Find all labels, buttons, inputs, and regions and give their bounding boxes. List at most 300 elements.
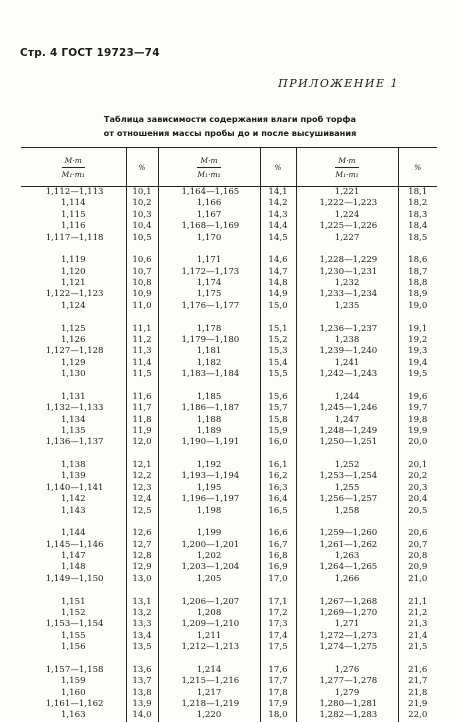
table-cell: 16,5: [268, 505, 288, 516]
table-cell: 18,3: [408, 209, 428, 220]
table-cell: 1,230—1,231: [316, 266, 378, 277]
table-cell: 15,2: [268, 334, 288, 345]
table-cell: 1,250—1,251: [316, 437, 378, 448]
table-cell: 1,277—1,278: [316, 676, 378, 687]
table-cell: 11,3: [132, 346, 152, 357]
table-cell: 14,8: [268, 278, 288, 288]
table-cell: 12,6: [132, 528, 152, 539]
table-cell: 1,130: [60, 369, 86, 379]
ratio-column-1: [21, 187, 126, 722]
table-cell: 1,215—1,216: [178, 676, 240, 687]
table-cell: 14,9: [268, 289, 288, 300]
table-cell: 1,182: [196, 357, 222, 368]
table-cell: 1,124: [60, 300, 86, 311]
group-spacer: [21, 312, 126, 323]
table-cell: 15,0: [268, 300, 288, 311]
table-cell: 10,2: [132, 198, 152, 209]
group-spacer: [297, 380, 398, 391]
table-cell: 1,176—1,177: [178, 300, 240, 311]
table-cell: 17,5: [268, 642, 288, 652]
table-cell: 1,120: [60, 266, 86, 277]
table-cell: 1,224: [334, 209, 360, 220]
table-cell: 1,276: [334, 664, 360, 675]
table-cell: 1,172—1,173: [178, 266, 240, 277]
group-spacer: [399, 312, 438, 323]
table-cell: 14,3: [268, 209, 288, 220]
table-cell: 16,4: [268, 494, 288, 505]
table-cell: 17,6: [268, 664, 288, 675]
table-cell: 1,199: [196, 528, 222, 539]
table-cell: 13,0: [132, 573, 152, 584]
table-cell: 1,245—1,246: [316, 403, 378, 414]
table-cell: 1,193—1,194: [178, 471, 240, 482]
ratio-column-3: [296, 187, 398, 722]
group-spacer: [399, 517, 438, 528]
group-spacer: [261, 449, 296, 460]
table-cell: 21,2: [408, 607, 428, 618]
table-cell: 1,175: [196, 289, 222, 300]
table-cell: 19,2: [408, 334, 428, 345]
table-cell: 1,238: [334, 334, 360, 345]
group-spacer: [261, 517, 296, 528]
table-cell: 1,256—1,257: [316, 494, 378, 505]
table-cell: 1,132—1,133: [42, 403, 104, 414]
table-cell: 1,227: [334, 232, 360, 243]
table-cell: 15,3: [268, 346, 288, 357]
table-cell: 1,244: [334, 391, 360, 402]
table-cell: 1,253—1,254: [316, 471, 378, 482]
table-cell: 21,3: [408, 619, 428, 630]
table-cell: 19,1: [408, 323, 428, 334]
ratio-denominator: M₁·m₁: [61, 169, 85, 179]
group-spacer: [261, 380, 296, 391]
table-cell: 11,5: [132, 369, 152, 379]
ratio-denominator: M₁·m₁: [335, 169, 359, 179]
group-spacer: [297, 312, 398, 323]
table-cell: 1,135: [60, 425, 86, 436]
page-header: Стр. 4 ГОСТ 19723—74: [20, 47, 160, 59]
table-cell: 21,8: [408, 687, 428, 698]
group-spacer: [159, 380, 260, 391]
table-cell: 20,3: [408, 482, 428, 493]
table-cell: 17,9: [268, 698, 288, 709]
table-cell: 10,9: [132, 289, 152, 300]
table-cell: 1,209—1,210: [178, 619, 240, 630]
table-cell: 1,220: [196, 710, 222, 721]
table-cell: 1,174: [196, 278, 222, 288]
table-cell: 11,7: [132, 403, 152, 414]
table-cell: 1,263: [334, 551, 360, 561]
table-cell: 1,190—1,191: [178, 437, 240, 448]
group-spacer: [159, 585, 260, 596]
table-cell: 1,142: [60, 494, 86, 505]
group-spacer: [297, 449, 398, 460]
table-cell: 1,221: [334, 187, 360, 197]
table-cell: 1,274—1,275: [316, 642, 378, 652]
table-cell: 14,0: [132, 710, 152, 721]
table-cell: 12,1: [132, 460, 152, 470]
group-spacer: [399, 380, 438, 391]
table-cell: 13,4: [132, 630, 152, 641]
table-cell: 16,8: [268, 551, 288, 561]
percent-column-2: [260, 187, 296, 722]
table-cell: 12,5: [132, 505, 152, 516]
table-cell: 18,6: [408, 255, 428, 266]
table-cell: 1,236—1,237: [316, 323, 378, 334]
group-spacer: [297, 244, 398, 255]
table-cell: 1,271: [334, 619, 360, 630]
table-cell: 15,9: [268, 425, 288, 436]
table-cell: 17,0: [268, 573, 288, 584]
table-cell: 1,125: [60, 323, 86, 334]
table-cell: 1,264—1,265: [316, 562, 378, 573]
table-cell: 1,144: [60, 528, 86, 539]
group-spacer: [399, 449, 438, 460]
percent-header-1: %: [126, 148, 158, 187]
table-cell: 1,282—1,283: [316, 710, 378, 721]
table-cell: 16,6: [268, 528, 288, 539]
table-cell: 1,127—1,128: [42, 346, 104, 357]
table-cell: 11,6: [132, 391, 152, 402]
table-cell: 12,0: [132, 437, 152, 448]
ratio-numerator: M·m: [335, 155, 358, 168]
table-cell: 16,9: [268, 562, 288, 573]
table-cell: 12,8: [132, 551, 152, 561]
group-spacer: [21, 380, 126, 391]
table-cell: 11,8: [132, 414, 152, 425]
table-cell: 1,218—1,219: [178, 698, 240, 709]
table-cell: 15,6: [268, 391, 288, 402]
table-cell: 19,0: [408, 300, 428, 311]
table-cell: 17,4: [268, 630, 288, 641]
table-cell: 1,116: [60, 221, 86, 232]
table-cell: 1,122—1,123: [42, 289, 104, 300]
table-cell: 1,164—1,165: [178, 187, 240, 197]
table-cell: 18,7: [408, 266, 428, 277]
table-cell: 1,121: [60, 278, 86, 288]
table-cell: 16,0: [268, 437, 288, 448]
table-cell: 1,188: [196, 414, 222, 425]
moisture-table: [21, 147, 437, 722]
table-cell: 1,203—1,204: [178, 562, 240, 573]
table-cell: 1,159: [60, 676, 86, 687]
table-cell: 1,140—1,141: [42, 482, 104, 493]
table-cell: 1,145—1,146: [42, 539, 104, 550]
table-cell: 1,247: [334, 414, 360, 425]
table-cell: 15,1: [268, 323, 288, 334]
table-cell: 1,252: [334, 460, 360, 470]
group-spacer: [127, 449, 158, 460]
table-cell: 19,3: [408, 346, 428, 357]
group-spacer: [159, 312, 260, 323]
ratio-column-2: [158, 187, 260, 722]
table-cell: 1,205: [196, 573, 222, 584]
group-spacer: [21, 585, 126, 596]
table-cell: 1,212—1,213: [178, 642, 240, 652]
table-cell: 18,8: [408, 278, 428, 288]
table-cell: 1,200—1,201: [178, 539, 240, 550]
group-spacer: [297, 653, 398, 664]
table-cell: 13,3: [132, 619, 152, 630]
table-cell: 19,9: [408, 425, 428, 436]
group-spacer: [127, 653, 158, 664]
table-cell: 1,267—1,268: [316, 596, 378, 607]
table-cell: 1,195: [196, 482, 222, 493]
table-cell: 17,3: [268, 619, 288, 630]
table-cell: 1,214: [196, 664, 222, 675]
group-spacer: [21, 244, 126, 255]
table-cell: 1,157—1,158: [42, 664, 104, 675]
group-spacer: [21, 517, 126, 528]
table-cell: 1,167: [196, 209, 222, 220]
ratio-header-3: [296, 148, 398, 187]
table-cell: 21,4: [408, 630, 428, 641]
table-cell: 1,183—1,184: [178, 369, 240, 379]
table-cell: 13,1: [132, 596, 152, 607]
table-cell: 12,4: [132, 494, 152, 505]
table-cell: 1,134: [60, 414, 86, 425]
group-spacer: [127, 517, 158, 528]
table-cell: 13,7: [132, 676, 152, 687]
table-cell: 10,8: [132, 278, 152, 288]
table-cell: 17,8: [268, 687, 288, 698]
table-cell: 1,131: [60, 391, 86, 402]
table-cell: 19,7: [408, 403, 428, 414]
table-cell: 1,258: [334, 505, 360, 516]
table-cell: 1,147: [60, 551, 86, 561]
group-spacer: [127, 585, 158, 596]
table-cell: 1,151: [60, 596, 86, 607]
group-spacer: [21, 653, 126, 664]
group-spacer: [261, 585, 296, 596]
table-cell: 1,160: [60, 687, 86, 698]
table-cell: 1,149—1,150: [42, 573, 104, 584]
appendix-title: ПРИЛОЖЕНИЕ 1: [278, 77, 399, 90]
group-spacer: [297, 517, 398, 528]
percent-header-2: %: [260, 148, 296, 187]
table-cell: 12,7: [132, 539, 152, 550]
table-cell: 18,2: [408, 198, 428, 209]
table-cell: 1,279: [334, 687, 360, 698]
table-cell: 1,206—1,207: [178, 596, 240, 607]
table-cell: 1,163: [60, 710, 86, 721]
group-spacer: [159, 449, 260, 460]
table-cell: 1,211: [196, 630, 222, 641]
table-cell: 1,242—1,243: [316, 369, 378, 379]
table-cell: 10,1: [132, 187, 152, 197]
table-cell: 19,5: [408, 369, 428, 379]
table-cell: 15,7: [268, 403, 288, 414]
table-cell: 18,9: [408, 289, 428, 300]
table-cell: 1,170: [196, 232, 222, 243]
table-cell: 18,0: [268, 710, 288, 721]
table-cell: 11,4: [132, 357, 152, 368]
table-cell: 1,272—1,273: [316, 630, 378, 641]
table-cell: 1,179—1,180: [178, 334, 240, 345]
table-cell: 1,186—1,187: [178, 403, 240, 414]
ratio-header-1: [21, 148, 126, 187]
group-spacer: [261, 653, 296, 664]
table-cell: 1,171: [196, 255, 222, 266]
table-cell: 21,9: [408, 698, 428, 709]
table-cell: 11,1: [132, 323, 152, 334]
table-cell: 10,3: [132, 209, 152, 220]
table-header-row: [21, 148, 437, 187]
table-cell: 12,2: [132, 471, 152, 482]
table-cell: 14,2: [268, 198, 288, 209]
table-cell: 1,269—1,270: [316, 607, 378, 618]
group-spacer: [399, 244, 438, 255]
table-cell: 1,166: [196, 198, 222, 209]
table-cell: 22,0: [408, 710, 428, 721]
group-spacer: [261, 312, 296, 323]
table-cell: 15,8: [268, 414, 288, 425]
table-cell: 1,259—1,260: [316, 528, 378, 539]
table-cell: 1,198: [196, 505, 222, 516]
table-cell: 13,6: [132, 664, 152, 675]
table-cell: 20,1: [408, 460, 428, 470]
table-cell: 16,7: [268, 539, 288, 550]
table-cell: 18,4: [408, 221, 428, 232]
table-cell: 1,115: [60, 209, 86, 220]
group-spacer: [159, 653, 260, 664]
ratio-header-2: [158, 148, 260, 187]
table-cell: 1,235: [334, 300, 360, 311]
group-spacer: [399, 653, 438, 664]
group-spacer: [127, 380, 158, 391]
table-cell: 1,126: [60, 334, 86, 345]
table-cell: 1,117—1,118: [42, 232, 104, 243]
table-cell: 10,4: [132, 221, 152, 232]
group-spacer: [127, 312, 158, 323]
table-cell: 1,156: [60, 642, 86, 652]
table-cell: 1,225—1,226: [316, 221, 378, 232]
table-caption-line-2: от отношения массы пробы до и после высушивания: [103, 128, 357, 138]
table-cell: 1,119: [60, 255, 86, 266]
table-cell: 1,266: [334, 573, 360, 584]
group-spacer: [399, 585, 438, 596]
table-cell: 19,8: [408, 414, 428, 425]
table-cell: 1,155: [60, 630, 86, 641]
table-cell: 18,1: [408, 187, 428, 197]
table-cell: 11,0: [132, 300, 152, 311]
table-cell: 11,9: [132, 425, 152, 436]
group-spacer: [297, 585, 398, 596]
table-cell: 1,222—1,223: [316, 198, 378, 209]
table-cell: 21,1: [408, 596, 428, 607]
table-cell: 13,9: [132, 698, 152, 709]
table-cell: 1,189: [196, 425, 222, 436]
table-cell: 1,192: [196, 460, 222, 470]
table-body-row: [21, 187, 437, 722]
table-cell: 1,143: [60, 505, 86, 516]
table-cell: 16,2: [268, 471, 288, 482]
table-cell: 11,2: [132, 334, 152, 345]
table-cell: 12,9: [132, 562, 152, 573]
table-cell: 10,7: [132, 266, 152, 277]
table-cell: 1,185: [196, 391, 222, 402]
table-cell: 12,3: [132, 482, 152, 493]
table-cell: 1,148: [60, 562, 86, 573]
table-cell: 1,239—1,240: [316, 346, 378, 357]
table-cell: 20,2: [408, 471, 428, 482]
group-spacer: [21, 449, 126, 460]
table-cell: 1,241: [334, 357, 360, 368]
table-cell: 1,178: [196, 323, 222, 334]
table-cell: 1,233—1,234: [316, 289, 378, 300]
table-caption-line-1: Таблица зависимости содержания влаги проб торфа: [103, 114, 357, 124]
table-cell: 21,0: [408, 573, 428, 584]
table-cell: 20,4: [408, 494, 428, 505]
table-cell: 20,8: [408, 551, 428, 561]
table-cell: 18,5: [408, 232, 428, 243]
table-cell: 21,6: [408, 664, 428, 675]
table-cell: 1,196—1,197: [178, 494, 240, 505]
table-cell: 1,202: [196, 551, 222, 561]
table-cell: 1,138: [60, 460, 86, 470]
table-cell: 21,5: [408, 642, 428, 652]
group-spacer: [159, 517, 260, 528]
group-spacer: [159, 244, 260, 255]
table-cell: 21,7: [408, 676, 428, 687]
table-cell: 16,1: [268, 460, 288, 470]
table-cell: 14,7: [268, 266, 288, 277]
table-cell: 1,181: [196, 346, 222, 357]
table-cell: 1,280—1,281: [316, 698, 378, 709]
table-cell: 14,5: [268, 232, 288, 243]
table-cell: 1,114: [60, 198, 86, 209]
table-cell: 1,152: [60, 607, 86, 618]
table-cell: 20,9: [408, 562, 428, 573]
table-cell: 17,2: [268, 607, 288, 618]
table-cell: 13,8: [132, 687, 152, 698]
table-cell: 19,6: [408, 391, 428, 402]
table-cell: 1,248—1,249: [316, 425, 378, 436]
table-cell: 15,5: [268, 369, 288, 379]
table-cell: 1,136—1,137: [42, 437, 104, 448]
table-cell: 10,5: [132, 232, 152, 243]
percent-header-3: %: [398, 148, 437, 187]
table-cell: 14,6: [268, 255, 288, 266]
table-cell: 1,261—1,262: [316, 539, 378, 550]
table-cell: 20,5: [408, 505, 428, 516]
ratio-numerator: M·m: [62, 155, 85, 168]
percent-column-1: [126, 187, 158, 722]
table-cell: 1,129: [60, 357, 86, 368]
table-cell: 1,228—1,229: [316, 255, 378, 266]
table-cell: 15,4: [268, 357, 288, 368]
table-cell: 1,112—1,113: [42, 187, 104, 197]
table-cell: 1,153—1,154: [42, 619, 104, 630]
table-cell: 16,3: [268, 482, 288, 493]
group-spacer: [127, 244, 158, 255]
table-cell: 14,4: [268, 221, 288, 232]
table-cell: 19,4: [408, 357, 428, 368]
table-cell: 1,139: [60, 471, 86, 482]
table-cell: 13,2: [132, 607, 152, 618]
table-cell: 20,6: [408, 528, 428, 539]
table-cell: 14,1: [268, 187, 288, 197]
ratio-numerator: M·m: [197, 155, 220, 168]
table-cell: 1,208: [196, 607, 222, 618]
table-cell: 13,5: [132, 642, 152, 652]
table-cell: 10,6: [132, 255, 152, 266]
table-cell: 1,217: [196, 687, 222, 698]
table-cell: 1,232: [334, 278, 360, 288]
group-spacer: [261, 244, 296, 255]
table-cell: 1,168—1,169: [178, 221, 240, 232]
table-cell: 20,0: [408, 437, 428, 448]
